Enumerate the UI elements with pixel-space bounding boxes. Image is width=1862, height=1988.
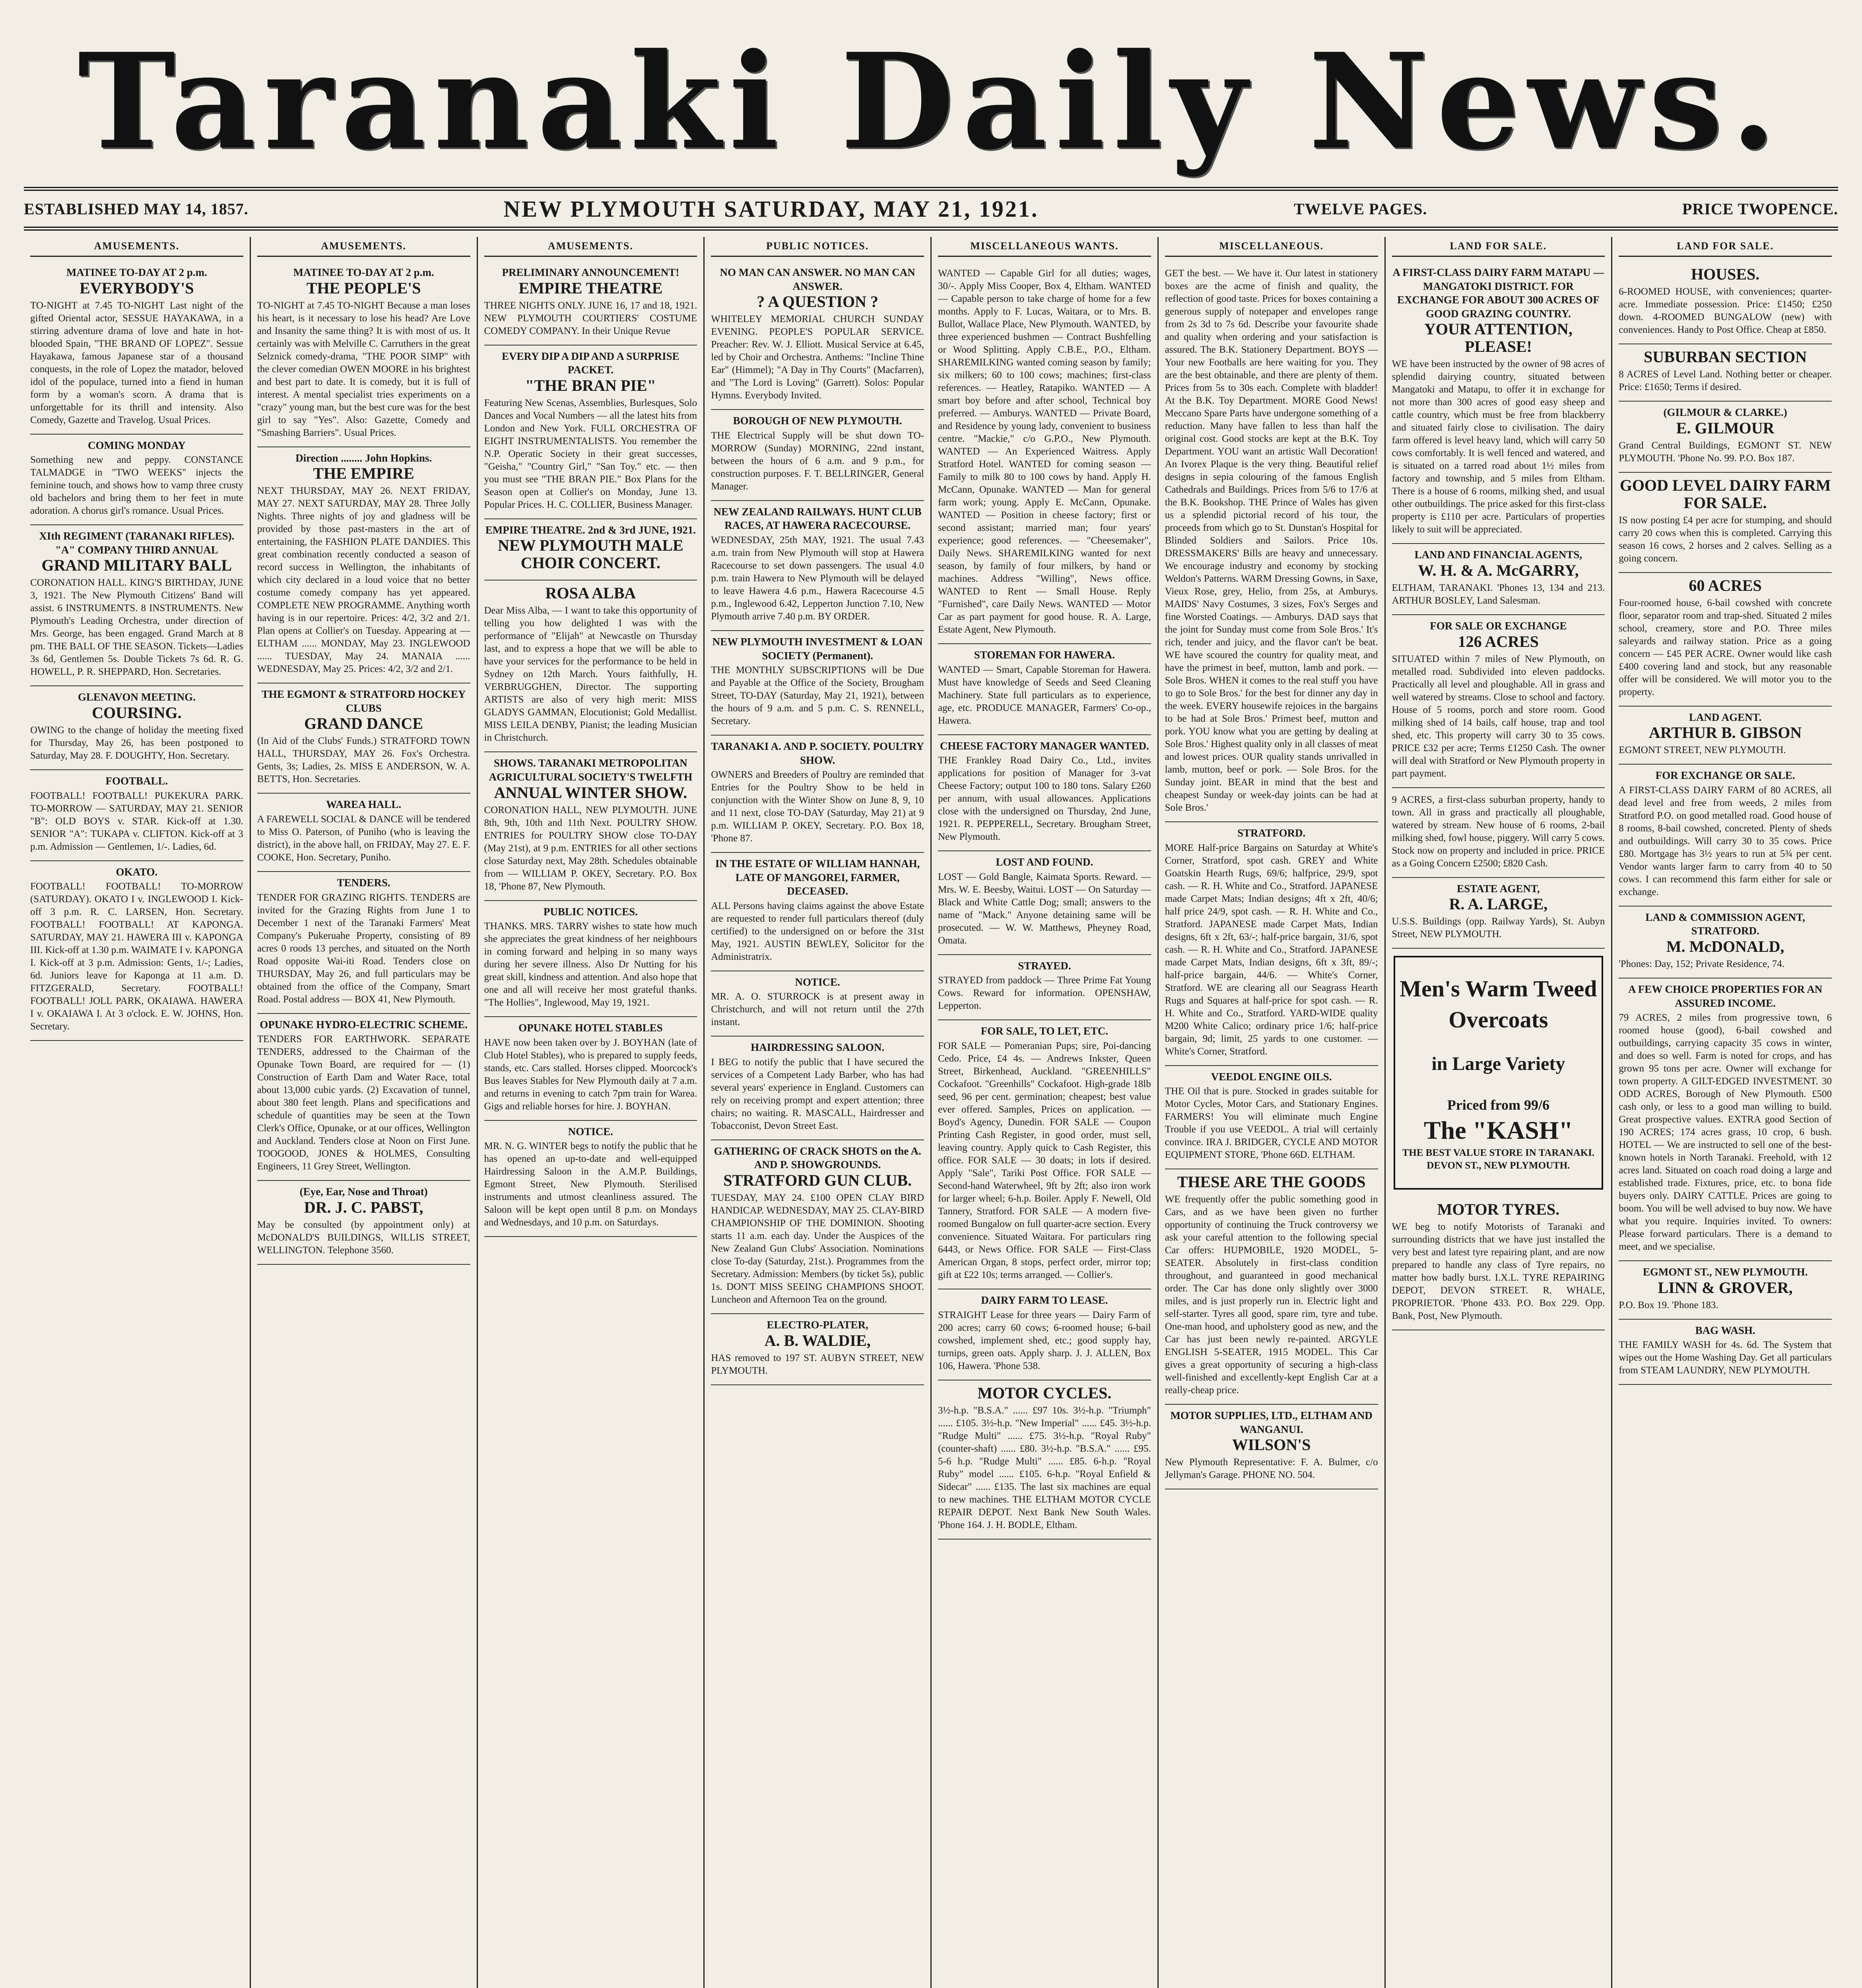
ad-body: ALL Persons having claims against the above Estate are requested to render full particulars thereof (duly certified) to the undersigned on or before the 31st May, 1921. AUSTIN BEWLEY, Solicitor for the Administratrix. xyxy=(711,900,924,962)
ad-body: MR. A. O. STURROCK is at present away in Christchurch, and will not return until the 27th instant. xyxy=(711,991,924,1028)
ad-body: TO-NIGHT at 7.45 TO-NIGHT Because a man loses his heart, is it necessary to lose his head? Are Love and Insanity the same thing? It is with most of us. It certainly was with Melville C. Carruthers in the great Selznick comedy-drama, "THE POOR SIMP" with the clever comedian OWEN MOORE in his brightest and best part to date. It is comedy, but it is full of interest. A mental specialist tries experiments on a "crazy" young man, but the best cure was for the best girl to say "Yes". Also: Gazette, Comedy and "Smashing Barriers". Usual Prices. xyxy=(257,300,470,438)
advertisement xyxy=(1392,878,1605,949)
ad-body: (In Aid of the Clubs' Funds.) STRATFORD TOWN HALL, THURSDAY, MAY 26. Fox's Orchestra. Gents, 3s; Ladies, 2s. MISS E ANDERSON, W. A. BETTS, Hon. Secretaries. xyxy=(257,736,470,785)
ad-subheading: GLENAVON MEETING. xyxy=(78,691,196,703)
ad-subheading: TENDERS. xyxy=(337,877,390,889)
ad-subheading: FOOTBALL. xyxy=(105,775,168,787)
ad-subheading: DAIRY FARM TO LEASE. xyxy=(981,1294,1108,1306)
advertisement xyxy=(1392,544,1605,615)
ad-subheading: EVERY DIP A DIP AND A SURPRISE PACKET. xyxy=(502,350,680,376)
ad-heading: THE EMPIRE xyxy=(313,464,414,483)
ad-heading: EMPIRE THEATRE xyxy=(518,279,663,297)
ad-body: GET the best. — We have it. Our latest in stationery boxes are the acme of finish and quality, the reflection of good taste. Prices for boxes containing a generous supply of notepaper and envelopes range from 2s 3d to 7s 6d. Describe your favourite shade and quality when ordering and your satisfaction is assured. The B.K. Stationery Department. BOYS — Your new Footballs are here waiting for you. They are the best obtainable, and there are plenty of them. Prices from 5s to 30s each. Complete with bladder! At the B.K. Toy Department. MORE Good News! Meccano Spare Parts have undergone something of a reduction. Many have fallen to less than half the original cost. Good stocks are kept at the B.K. Toy Department. YOU want an artistic Wall Decoration! An Ivorex Plaque is the very thing. Beautiful relief designs in sepia colouring of the famous English Cathedrals and Buildings. Prices from 5/6 to 17/6 at the B.K. Bookshop. THE Prince of Wales has given us a splendid pictorial record of his tour, the proceeds from which go to St. Dunstan's Hospital for Blinded Soldiers and Sailors. Price 10s. DRESSMAKERS' Bills are heavy and unnecessary. We encourage industry and economy by stocking Weldon's Patterns. WARM Dressing Gowns, in Saxe, Vieux Rose, grey, Helio, from 25s, at Amburys. MAIDS' Navy Costumes, 3 sizes, Fox's Serges and fine Worsted Coatings. — Amburys. DAD says that the joint for Sunday must come from Sole Bros.' It's rich, tender and juicy, and the flavor can't be beat. WE have scoured the country for quality meat, and have the primest in beef, mutton, lamb and pork. — Sole Bros. WHEN it comes to the real stuff you have to go to Sole Bros.' for the best for dinner any day in the week. EVERY housewife rejoices in the bargains to be had at Sole Bros.' Primest beef, mutton and pork. YOU know what you are getting by dealing at Sole Bros.' Highest quality only in all classes of meat and lowest prices. OUR quality stands unrivalled in lamb, mutton, beef or pork. — Sole Bros. for the Sunday joint. BEAR in mind that the best and cheapest Sunday or week-day joints can be had at Sole Bros.' xyxy=(1165,268,1378,813)
ad-subheading: (GILMOUR & CLARKE.) xyxy=(1663,406,1787,419)
ad-body: Dear Miss Alba, — I want to take this opportunity of telling you how delighted I was with the performance of "Elijah" at Newcastle on Thursday last, and to express a hope that we will be able to have your services for the performance to be held in Sydney on 12th March. Yours faithfully, H. VERBRUGGHEN, Director. The supporting ARTISTS are also of very high merit: MISS GLADYS GAMMAN, Elocutionist; Gold Medallist. MISS LEILA DENBY, Pianist; the leading Musician in Christchurch. xyxy=(484,605,697,744)
ad-body: WE frequently offer the public something good in Cars, and as we have been given no further opportunity of continuing the Truck controversy we ask your careful attention to the following special Car offers: HUPMOBILE, 1920 MODEL, 5-SEATER. Absolutely in first-class condition throughout, and guaranteed in good mechanical order. The Car has done only slightly over 3000 miles, and is just properly run in. Electric light and self-starter. Tyres all good, spare rim, tyre and tube. One-man hood, and upholstery good as new, and the Car has just been newly re-painted. ARGYLE ENGLISH 5-SEATER, 1915 MODEL. This Car gives a great opportunity of securing a high-class well-finished and excellently-kept English Car at a really-cheap price. xyxy=(1165,1194,1378,1396)
advertisement xyxy=(1165,1405,1378,1489)
ad-subheading: OPUNAKE HYDRO-ELECTRIC SCHEME. xyxy=(260,1018,468,1031)
ad-heading: COURSING. xyxy=(92,704,182,722)
ad-subheading: PRELIMINARY ANNOUNCEMENT! xyxy=(502,266,680,279)
ad-body: Something new and peppy. CONSTANCE TALMADGE in "TWO WEEKS" injects the feminine touch, and shows how to vamp three crusty old bachelors and bring them to her feet in mute adoration. A chorus girl's romance. Usual Prices. xyxy=(30,454,243,516)
ad-body: NEXT THURSDAY, MAY 26. NEXT FRIDAY, MAY 27. NEXT SATURDAY, MAY 28. Three Jolly Nights. Three nights of joy and gladness will be provided by those past-masters in the art of entertaining, the FASHION PLATE DANDIES. This great combination recently conducted a season of record success in Wellington, the inhabitants of which city declared in a loud voice that no better costume comedy company has yet appeared. COMPLETE NEW PROGRAMME. Anything worth having is in our repertoire. Prices: 4/2, 3/2 and 2/1. Plan opens at Collier's on Tuesday. Appearing at — ELTHAM ...... MONDAY, May 23. INGLEWOOD ...... TUESDAY, May 24. MANAIA ...... WEDNESDAY, May 25. Prices: 4/2, 3/2 and 2/1. xyxy=(257,485,470,675)
ad-body: TUESDAY, MAY 24. £100 OPEN CLAY BIRD HANDICAP. WEDNESDAY, MAY 25. CLAY-BIRD CHAMPIONSHIP OF THE DOMINION. Shooting starts 11 a.m. each day. Under the Auspices of the New Zealand Gun Clubs' Association. Nominations close To-day (Saturday, 21st.). Programmes from the Secretary. Admission: Members (by ticket 5s), public 1s. DON'T MISS SEEING CHAMPIONS SHOOT. Luncheon and Afternoon Tea on the ground. xyxy=(711,1192,924,1305)
advertisement xyxy=(711,1314,924,1385)
ad-body: WEDNESDAY, 25th MAY, 1921. The usual 7.43 a.m. train from New Plymouth will stop at Hawera Racecourse to set down passengers. The usual 4.0 p.m. train Hawera to New Plymouth will be delayed to leave Hawera 4.6 p.m., Hawera Racecourse 4.5 p.m., Inglewood 6.42, Lepperton Junction 7.10, New Plymouth arrive 7.40 p.m. BY ORDER. xyxy=(711,535,924,622)
advertisement xyxy=(257,683,470,794)
advertisement xyxy=(711,1037,924,1140)
advertisement xyxy=(1165,1066,1378,1170)
ad-heading: R. A. LARGE, xyxy=(1449,895,1548,913)
ad-body: FOOTBALL! FOOTBALL! PUKEKURA PARK. TO-MORROW — SATURDAY, MAY 21. SENIOR "B": OLD BOYS v. STAR. Kick-off at 1.30. SENIOR "A": TUKAPA v. CLIFTON. Kick-off at 3 p.m. Admission — Gentlemen, 1/-. Ladies, 6d. xyxy=(30,790,243,852)
ad-body: P.O. Box 19. 'Phone 183. xyxy=(1619,1299,1718,1310)
advertisement xyxy=(1392,1197,1605,1330)
ad-subheading: STRAYED. xyxy=(1018,959,1071,972)
advertisement xyxy=(257,1014,470,1181)
ad-heading: MOTOR CYCLES. xyxy=(977,1384,1112,1402)
advertisement xyxy=(938,1380,1151,1540)
masthead xyxy=(24,16,1838,187)
ad-subheading: PUBLIC NOTICES. xyxy=(543,905,638,918)
ad-subheading: COMING MONDAY xyxy=(88,439,186,451)
advertisement xyxy=(1619,573,1832,707)
page-count: TWELVE PAGES. xyxy=(1294,200,1427,218)
ad-subheading: Direction ........ John Hopkins. xyxy=(295,452,432,464)
advertisement xyxy=(257,447,470,684)
ad-body: STRAYED from paddock — Three Prime Fat Young Cows. Reward for information. OPENSHAW, Lepperton. xyxy=(938,975,1151,1011)
ad-heading: ARTHUR B. GIBSON xyxy=(1649,724,1802,742)
advertisement xyxy=(1165,1169,1378,1405)
ad-heading: THE PEOPLE'S xyxy=(306,279,421,297)
ad-body: THANKS. MRS. TARRY wishes to state how much she appreciates the great kindness of her neighbours in coming forward and helping in so many ways during her severe illness. Also Dr Nutting for his great skill, kindness and attention. And also hope that one and all will receive her most grateful thanks. "The Hollies", Inglewood, May 19, 1921. xyxy=(484,921,697,1008)
ad-body: Featuring New Scenas, Assemblies, Burlesques, Solo Dances and Vocal Numbers — all the latest hits from London and New York. FULL ORCHESTRA OF EIGHT INSTRUMENTALISTS. You remember the N.P. Operatic Society in their great successes, "Geisha," "Country Girl," "San Toy." etc. — then you must see "THE BRAN PIE." Box Plans for the Season open at Collier's on Monday, June 13. Popular Prices. H. C. COLLIER, Business Manager. xyxy=(484,397,697,510)
ad-body: 79 ACRES, 2 miles from progressive town, 6 roomed house (good), 6-bail cowshed and outbuildings, carrying capacity 35 cows in winter, and does so well. Farm is noted for crops, and has grown 95 tons per acre. Owner will exchange for town property. A GILT-EDGED INVESTMENT. 30 ODD ACRES, Borough of New Plymouth. £500 cash only, or less to a good man willing to build. Great prospective values. EXTRA good Section of 190 ACRES; 174 acres grass, 10 crop, 6 bush. HOTEL — We are instructed to sell one of the best-known hotels in North Taranaki. Freehold, with 12 acres land. Situated on coach road doing a large and established trade. Fixtures, price, etc. to bona fide buyers only. DAIRY CATTLE. Prices are going to boom. You will be well advised to buy now. We have what you require. Inquiries invited. To owners: Please forward particulars. There is a demand to meet, and we specialise. xyxy=(1619,1012,1832,1252)
advertisement xyxy=(1619,978,1832,1261)
ad-body: HAS removed to 197 ST. AUBYN STREET, NEW PLYMOUTH. xyxy=(711,1352,924,1376)
ad-subheading: FOR SALE, TO LET, ETC. xyxy=(981,1025,1109,1037)
ad-body: 6-ROOMED HOUSE, with conveniences; quarter-acre. Immediate possession. Price: £1450; £250 down. 4-ROOMED BUNGALOW (new) with conveniences. Handy to Post Office. Cheap at £850. xyxy=(1619,286,1832,336)
ad-body: Four-roomed house, 6-bail cowshed with concrete floor, separator room and trap-shed. Situated 2 miles school, creamery, store and P.O. Three miles saleyards and railway station. Price as a going concern — £45 PER ACRE. Owner would like cash £400 covering land and stock, but any reasonable offer will be considered. We will motor you to the property. xyxy=(1619,597,1832,697)
ad-body: May be consulted (by appointment only) at McDONALD'S BUILDINGS, WILLIS STREET, WELLINGTON. Telephone 3560. xyxy=(257,1219,470,1256)
ad-subheading: ESTATE AGENT, xyxy=(1457,882,1540,895)
advertisement xyxy=(484,346,697,519)
advertisement xyxy=(1619,907,1832,978)
advertisement xyxy=(711,262,924,410)
ad-subheading: MOTOR SUPPLIES, LTD., ELTHAM AND WANGANUI. xyxy=(1170,1409,1373,1435)
ad-subheading: BAG WASH. xyxy=(1695,1324,1755,1336)
feature-line-price: Priced from 99/6 xyxy=(1447,1097,1549,1113)
ad-heading: STRATFORD GUN CLUB. xyxy=(723,1171,912,1190)
advertisement xyxy=(711,853,924,971)
ad-heading: YOUR ATTENTION, PLEASE! xyxy=(1424,320,1573,356)
advertisement xyxy=(30,861,243,1041)
ad-heading: EVERYBODY'S xyxy=(80,279,194,297)
ad-subheading: BOROUGH OF NEW PLYMOUTH. xyxy=(733,415,902,427)
ad-heading: HOUSES. xyxy=(1691,265,1760,283)
ad-subheading: FOR EXCHANGE OR SALE. xyxy=(1655,769,1795,782)
column-header: AMUSEMENTS. xyxy=(257,237,470,257)
ad-heading: W. H. & A. McGARRY, xyxy=(1418,561,1579,579)
ad-body: TENDER FOR GRAZING RIGHTS. TENDERS are invited for the Grazing Rights from June 1 to December 1 next of the Taranaki Farmers' Meat Company's Pukeruahe Property, consisting of 89 acres 0 roods 13 perches, and situated on the North Road opposite Wai-iti Road. Tenders close on THURSDAY, May 26, and full particulars may be obtained from the office of the Company, Smart Road. Postal address — BOX 41, New Plymouth. xyxy=(257,892,470,1005)
ad-subheading: STRATFORD. xyxy=(1237,827,1306,839)
advertisement xyxy=(484,1121,697,1237)
ad-heading: LINN & GROVER, xyxy=(1658,1278,1793,1297)
ad-subheading: LAND AGENT. xyxy=(1689,711,1762,723)
ad-heading: M. McDONALD, xyxy=(1666,938,1784,955)
dateline-bar xyxy=(24,187,1838,231)
ad-heading: ANNUAL WINTER SHOW. xyxy=(494,783,687,802)
advertisement xyxy=(711,1140,924,1314)
ad-subheading: VEEDOL ENGINE OILS. xyxy=(1211,1070,1332,1083)
advertisement xyxy=(1165,262,1378,822)
advertisement xyxy=(484,752,697,901)
ad-subheading: HAIRDRESSING SALOON. xyxy=(751,1041,885,1054)
ad-subheading: SHOWS. TARANAKI METROPOLITAN AGRICULTURAL SOCIETY'S TWELFTH xyxy=(489,757,693,783)
ad-body: WANTED — Capable Girl for all duties; wages, 30/-. Apply Miss Cooper, Box 4, Eltham. WANTED — Capable person to take charge of home for a few months. Apply to F. Lucas, Waitara, or to Mrs. B. Bullot, Wallace Place, New Plymouth. WANTED, by three experienced bushmen — Contract Bushfelling or Wood Splitting. Apply C.B.E., P.O., Eltham. SHAREMILKING wanted coming season by family; six milkers; 60 to 100 cows; machines; first-class references. — Heatley, Ratapiko. WANTED — A smart boy before and after school, Technical boy preferred. — Amburys. WANTED — Private Board, and Residence by young lady, convenient to business centre. "Mackie," c/o G.P.O., New Plymouth. WANTED — An Experienced Waitress. Apply Stratford Hotel. WANTED for coming season — Family to milk 80 to 100 cows by hand. Apply H. McCann, Opunake. WANTED — Man for general farm work; young. Apply E. McCann, Opunake. WANTED — Position in cheese factory; first or second assistant; married man; four years' experience; good references. — "Cheesemaker", Daily News. SHAREMILKING wanted for next season, by family of four milkers, by hand or machines. Address "Willing", News office. WANTED to Rent — Small House. Reply "Furnished", care Daily News. WANTED — Motor Car as part payment for good house. R. A. Large, Estate Agent, New Plymouth. xyxy=(938,268,1151,635)
ad-body: HAVE now been taken over by J. BOYHAN (late of Club Hotel Stables), who is prepared to supply feeds, stands, etc. Cars stalled. Horses clipped. Moorcock's Bus leaves Stables for New Plymouth daily at 7 a.m. and returns in evening to catch 7pm train for Warea. Gigs and reliable horses for hire. J. BOYHAN. xyxy=(484,1037,697,1112)
ad-subheading: NEW PLYMOUTH INVESTMENT & LOAN SOCIETY (Permanent). xyxy=(712,636,923,662)
advertisement xyxy=(938,851,1151,955)
advertisement xyxy=(30,435,243,526)
newspaper-title: Taranaki Daily News. xyxy=(78,24,1784,179)
ad-body: OWNERS and Breeders of Poultry are reminded that Entries for the Poultry Show to be held in conjunction with the Winter Show on June 8, 9, 10 and 11 next, close TO-DAY (Saturday, May 21) at 9 p.m. WILLIAM P. OKEY, Secretary. P.O. Box 18, 'Phone 87. xyxy=(711,769,924,844)
ad-subheading: A FEW CHOICE PROPERTIES FOR AN ASSURED INCOME. xyxy=(1628,983,1823,1009)
ad-subheading: EGMONT ST., NEW PLYMOUTH. xyxy=(1643,1266,1808,1278)
advertisement xyxy=(711,631,924,736)
advertisement xyxy=(938,644,1151,735)
advertisement xyxy=(257,794,470,872)
ad-body: CORONATION HALL, NEW PLYMOUTH. JUNE 8th, 9th, 10th and 11th Next. POULTRY SHOW. ENTRIES for POULTRY SHOW close TO-DAY (May 21st), at 9 p.m. ENTRIES for all other sections close Saturday next, May 28th. Schedules obtainable from — WILLIAM P. OKEY, Secretary. P.O. Box 18, 'Phone 87, New Plymouth. xyxy=(484,804,697,892)
ad-body: 9 ACRES, a first-class suburban property, handy to town. All in grass and practically all ploughable, watered by stream. New house of 6 rooms, 2-bail milking shed, fowl house, piggery. Will carry 5 cows. Stock now on property and included in price. PRICE as a Going Concern £2500; £820 Cash. xyxy=(1392,794,1605,869)
ad-heading: ? A QUESTION ? xyxy=(757,293,878,311)
column-2 xyxy=(251,237,478,1988)
ad-subheading: LOST AND FOUND. xyxy=(996,856,1093,868)
ad-body: Grand Central Buildings, EGMONT ST. NEW PLYMOUTH. 'Phone No. 99. P.O. Box 187. xyxy=(1619,440,1832,464)
advertisement xyxy=(938,735,1151,852)
advertisement xyxy=(1619,707,1832,765)
ad-body: TO-NIGHT at 7.45 TO-NIGHT Last night of the gifted Oriental actor, SESSUE HAYAKAWA, in a stirring adventure drama of love and hate in hot-blooded Spain, "THE BRAND OF LOPEZ". Sessue Hayakawa, famous Japanese star of a thousand conquests, in the role of Lopez the matador, beloved idol of the populace, turned into a fiend in human form by a woman's scorn. A drama that is unforgettable for its thrill and intensity. Also Comedy, Gazette and Travelog. Usual Prices. xyxy=(30,300,243,425)
feature-line-headline: Men's Warm Tweed Overcoats xyxy=(1400,976,1597,1033)
ad-body: A FAREWELL SOCIAL & DANCE will be tendered to Miss O. Paterson, of Puniho (who is leaving the district), in the above hall, on FRIDAY, May 27. E. F. COOKE, Hon. Secretary, Puniho. xyxy=(257,814,470,863)
ad-body: EGMONT STREET, NEW PLYMOUTH. xyxy=(1619,745,1786,756)
ad-subheading: THE EGMONT & STRATFORD HOCKEY CLUBS xyxy=(261,688,466,714)
ad-heading: WILSON'S xyxy=(1232,1436,1311,1454)
ad-subheading: WAREA HALL. xyxy=(326,798,402,811)
ad-body: 'Phones: Day, 152; Private Residence, 74. xyxy=(1619,959,1784,969)
ad-body: STRAIGHT Lease for three years — Dairy Farm of 200 acres; carry 60 cows; 6-roomed house; 6-bail cowshed, implement shed, etc.; good supply hay, turnips, green oats. Apply sharp. J. J. ALLEN, Box 106, Hawera. 'Phone 538. xyxy=(938,1309,1151,1371)
ad-body: THE Oil that is pure. Stocked in grades suitable for Motor Cycles, Motor Cars, and Stationary Engines. FARMERS! You will eliminate much Engine Trouble if you use VEEDOL. A trial will certainly convince. IRA J. BRIDGER, CYCLE AND MOTOR EQUIPMENT STORE, 'Phone 66D. ELTHAM. xyxy=(1165,1086,1378,1161)
ad-body: ELTHAM, TARANAKI. 'Phones 13, 134 and 213. ARTHUR BOSLEY, Land Salesman. xyxy=(1392,582,1605,606)
advertisement xyxy=(1619,1261,1832,1320)
advertisement xyxy=(257,872,470,1014)
ad-body: FOR SALE — Pomeranian Pups; sire, Poi-dancing Cedo. Price, £4 4s. — Andrews Inkster, Queen Street, Birkenhead, Auckland. "GREENHILLS" Cockafoot. "Greenhills" Cockafoot. High-grade 18lb seed, 96 per cent. germination; cheapest; best value ever offered. Samples, Prices on application. — Boyd's Agency, Dunedin. FOR SALE — Coupon Printing Cash Register, in good order, must sell, leaving country. Apply quick to Cash Register, this office. FOR SALE — 30 doats; in lots if desired. Apply "Sale", Tariki Post Office. FOR SALE — Second-hand Waterwheel, 9ft by 2ft; also iron work for larger wheel; 6-h.p. Boiler. Apply F. Newell, Old Tannery, Stratford. FOR SALE — A modern five-roomed Bungalow on full quarter-acre section. Every convenience. Situated Waitara. For particulars ring 6443, or News Office. FOR SALE — First-Class American Organ, 8 stops, perfect order, mirror top; gift at £22 10s; terms arranged. — Collier's. xyxy=(938,1041,1151,1280)
advertisement xyxy=(711,971,924,1037)
ad-heading: A. B. WALDIE, xyxy=(764,1331,871,1349)
ad-subheading: OPUNAKE HOTEL STABLES xyxy=(518,1022,663,1034)
advertisement xyxy=(1619,765,1832,907)
ad-body: MORE Half-price Bargains on Saturday at White's Corner, Stratford, spot cash. GREY and White Goatskin Hearth Rugs, 69/6; halfprice, 29/9, spot cash. — R. H. White and Co., Stratford. JAPANESE made Carpet Mats; Indian designs; 4ft x 2ft, 40/6; half price 24/9, spot cash. — R. H. White and Co., Stratford. JAPANESE made Carpet Mats, Indian designs, 6ft x 2ft, 63/-; half-price bargain, 31/6, spot cash. — R. H. White and Co., Stratford. JAPANESE made Carpet Mats, Indian designs, 6ft x 3ft, 89/-; half-price bargain, 44/6. — White's Corner, Stratford. WE are clearing all our Seagrass Hearth Rugs and Squares at half-price for spot cash. — R. H. White and Co., Stratford. YARD-WIDE quality M200 White Calico; ordinary price 1/6; half-price bargain, 9d; limit, 25 yards to one customer. — White's Corner, Stratford. xyxy=(1165,842,1378,1057)
ad-body: 8 ACRES of Level Land. Nothing better or cheaper. Price: £1650; Terms if desired. xyxy=(1619,369,1832,393)
ad-subheading: NOTICE. xyxy=(795,976,840,988)
advertisement xyxy=(1392,788,1605,878)
ad-body: WE beg to notify Motorists of Taranaki and surrounding districts that we have just installed the very best and latest tyre repairing plant, and are now prepared to handle any class of Tyre repairs, no matter how badly burst. I.X.L. TYRE REPAIRING DEPOT, DEVON STREET. R. WHALE, PROPRIETOR. 'Phone 433. P.O. Box 229. Opp. Bank, Post, New Plymouth. xyxy=(1392,1221,1605,1322)
column-5 xyxy=(932,237,1159,1988)
ad-subheading: NOTICE. xyxy=(568,1125,614,1138)
advertisement xyxy=(484,580,697,752)
feature-line-address: DEVON ST., NEW PLYMOUTH. xyxy=(1427,1160,1570,1171)
ad-heading: SUBURBAN SECTION xyxy=(1644,348,1807,366)
price: PRICE TWOPENCE. xyxy=(1682,200,1838,218)
advertisement xyxy=(257,262,470,447)
ad-heading: "THE BRAN PIE" xyxy=(525,376,656,394)
ad-heading: MOTOR TYRES. xyxy=(1437,1200,1560,1219)
column-8 xyxy=(1612,237,1838,1988)
ad-subheading: A FIRST-CLASS DAIRY FARM MATAPU — MANGATOKI DISTRICT. FOR EXCHANGE FOR ABOUT 300 ACRES OF GOOD GRAZING COUNTRY. xyxy=(1392,266,1604,320)
established-note: ESTABLISHED MAY 14, 1857. xyxy=(24,200,249,218)
columns-container xyxy=(24,237,1838,1988)
feature-line-variety: in Large Variety xyxy=(1431,1053,1565,1074)
column-header: AMUSEMENTS. xyxy=(484,237,697,257)
ad-subheading: MATINEE TO-DAY AT 2 p.m. xyxy=(66,266,207,279)
advertisement xyxy=(938,262,1151,644)
ad-subheading: IN THE ESTATE OF WILLIAM HANNAH, LATE OF MANGOREI, FARMER, DECEASED. xyxy=(715,858,920,897)
column-header: MISCELLANEOUS WANTS. xyxy=(938,237,1151,257)
advertisement xyxy=(30,262,243,435)
ad-body: A FIRST-CLASS DAIRY FARM of 80 ACRES, all dead level and free from weeds, 2 miles from Stratford P.O. on good metalled road. Good house of 8 rooms, 8-bail cowshed, concreted. Plenty of sheds and outbuildings. Will carry 30 to 35 cows. Price £80. Mortgage has 3½ years to run at 5¾ per cent. Vendor wants larger farm to carry from 40 to 50 cows. I can recommend this farm either for sale or exchange. xyxy=(1619,784,1832,897)
ad-body: New Plymouth Representative: F. A. Bulmer, c/o Jellyman's Garage. PHONE NO. 504. xyxy=(1165,1457,1378,1481)
ad-heading: 60 ACRES xyxy=(1689,576,1762,594)
advertisement xyxy=(1619,344,1832,402)
column-4 xyxy=(705,237,932,1988)
ad-body: MR. N. G. WINTER begs to notify the public that he has opened an up-to-date and well-equipped Hairdressing Saloon in the A.M.P. Buildings, Egmont Street, New Plymouth. Sterilised instruments and utmost cleanliness assured. The Saloon will be kept open until 8 p.m. on Mondays and Wednesdays, and 10 p.m. on Saturdays. xyxy=(484,1141,697,1228)
ad-subheading: LAND & COMMISSION AGENT, STRATFORD. xyxy=(1645,911,1805,937)
ad-subheading: OKATO. xyxy=(116,866,158,878)
ad-heading: THESE ARE THE GOODS xyxy=(1177,1173,1366,1191)
ad-body: LOST — Gold Bangle, Kaimata Sports. Reward. — Mrs. W. E. Beesby, Waitui. LOST — On Saturday — Black and White Cattle Dog; small; answers to the name of "Mack." Anyone detaining same will be prosecuted. — W. W. Matthews, Pheyney Road, Omata. xyxy=(938,871,1151,946)
advertisement xyxy=(1619,402,1832,473)
ad-subheading: XIth REGIMENT (TARANAKI RIFLES). "A" COMPANY THIRD ANNUAL xyxy=(39,530,235,556)
advertisement xyxy=(711,410,924,501)
ad-subheading: ELECTRO-PLATER, xyxy=(767,1319,868,1331)
ad-body: TENDERS FOR EARTHWORK. SEPARATE TENDERS, addressed to the Chairman of the Opunake Town Board, are required for — (1) Construction of Earth Dam and Water Race, total about 13,000 cubic yards. (2) Excavation of tunnel, about 380 feet length. Plans and specifications and schedule of quantities may be seen at the Town Clerk's Office, Opunake, or at our offices, Wellington and Auckland. Tenders close at Noon on First June. TOOGOOD, JONES & HOLMES, Consulting Engineers, 11 Grey Street, Wellington. xyxy=(257,1034,470,1172)
ad-body: CORONATION HALL. KING'S BIRTHDAY, JUNE 3, 1921. The New Plymouth Citizens' Band will assist. 6 INSTRUMENTS. 8 INSTRUMENTS. New Plymouth's Leading Orchestra, under direction of Mrs. George, has been engaged. Grand March at 8 pm. THE BALL OF THE SEASON. Tickets—Ladies 3s 6d, Gentlemen 5s. Double Tickets 7s 6d. R. G. HOWELL, P. R. SHEPPARD, Hon. Secretaries. xyxy=(30,577,243,678)
advertisement xyxy=(1619,1320,1832,1385)
ad-subheading: NO MAN CAN ANSWER. NO MAN CAN ANSWER. xyxy=(720,266,915,292)
ad-body: OWING to the change of holiday the meeting fixed for Thursday, May 26, has been postponed to Saturday, May 28. F. DOUGHTY, Hon. Secretary. xyxy=(30,725,243,761)
ad-heading: DR. J. C. PABST, xyxy=(304,1198,423,1216)
advertisement xyxy=(1619,262,1832,344)
advertisement xyxy=(1392,262,1605,544)
ad-subheading: GATHERING OF CRACK SHOTS on the A. AND P. SHOWGROUNDS. xyxy=(714,1145,921,1171)
column-1 xyxy=(24,237,251,1988)
ad-subheading: MATINEE TO-DAY AT 2 p.m. xyxy=(293,266,434,279)
ad-subheading: NEW ZEALAND RAILWAYS. HUNT CLUB RACES, AT HAWERA RACECOURSE. xyxy=(713,505,922,532)
advertisement xyxy=(1165,822,1378,1066)
ad-heading: GRAND DANCE xyxy=(304,714,423,733)
ad-body: 3½-h.p. "B.S.A." ...... £97 10s. 3½-h.p. "Triumph" ...... £105. 3½-h.p. "New Imperial" ...... £45. 3½-h.p. "Rudge Multi" ...... £75. 3½-h.p. "Royal Ruby" (counter-shaft) ...... £80. 3½-h.p. "B.S.A." ...... £95. 5-6 h.p. "Rudge Multi" ...... £85. 6-h.p. "Royal Ruby" model ...... £105. 6-h.p. "Royal Enfield & Sidecar" ...... £135. The last six machines are equal to new machines. THE ELTHAM MOTOR CYCLE REPAIR DEPOT. Next Bank New South Wales. 'Phone 164. J. H. BODLE, Eltham. xyxy=(938,1405,1151,1530)
advertisement xyxy=(30,770,243,861)
ad-body: FOOTBALL! FOOTBALL! TO-MORROW (SATURDAY). OKATO I v. INGLEWOOD I. Kick-off 3 p.m. R. C. LARSEN, Hon. Secretary. FOOTBALL! FOOTBALL! AT KAPONGA. SATURDAY, MAY 21. HAWERA III v. KAPONGA III. Kick-off at 1.30 p.m. WAIMATE I v. KAPONGA I. Kick-off at 3 p.m. Admission: Gents, 1/-; Ladies, 6d. Juniors leave for Kaponga at 11 a.m. D. FITZGERALD, Secretary. FOOTBALL! FOOTBALL! JOLL PARK, OKAIAWA. HAWERA I v. OKAIAWA I. At 3 o'clock. E. W. JOHNS, Hon. Secretary. xyxy=(30,881,243,1032)
ad-heading: NEW PLYMOUTH MALE CHOIR CONCERT. xyxy=(498,536,683,572)
advertisement xyxy=(484,519,697,581)
ad-body: I BEG to notify the public that I have secured the services of a Competent Lady Barber, who has had several years' experience in England. Customers can rely on receiving prompt and expert attention; three chairs; no waiting. R. MASCALL, Hairdresser and Tobacconist, Devon Street East. xyxy=(711,1056,924,1131)
advertisement xyxy=(1619,473,1832,573)
ad-subheading: STOREMAN FOR HAWERA. xyxy=(974,649,1115,661)
ad-body: WHITELEY MEMORIAL CHURCH SUNDAY EVENING. PEOPLE'S POPULAR SERVICE. Preacher: Rev. W. J. Elliott. Musical Service at 6.45, led by Choir and Orchestra. Anthems: "Incline Thine Ear" (Himmel); "A Day in Thy Courts" (Macfarren), and "The Lord is Loving" (Garrett). Solos: Popular Hymns. Everybody Invited. xyxy=(711,314,924,401)
overcoats-feature-ad xyxy=(1394,956,1604,1190)
advertisement xyxy=(1392,615,1605,788)
ad-body: WANTED — Smart, Capable Storeman for Hawera. Must have knowledge of Seeds and Seed Cleaning Machinery. State full particulars as to experience, age, etc. PRODUCE MANAGER, Farmers' Co-op., Hawera. xyxy=(938,664,1151,726)
advertisement xyxy=(484,262,697,346)
ad-body: THE Frankley Road Dairy Co., Ltd., invites applications for position of Manager for 3-vat Cheese Factory; output 100 to 180 tons. Salary £260 per annum, with usual allowances. Applications close with the undersigned on Thursday, 2nd June, 1921. R. PEPPERELL, Secretary. Brougham Street, New Plymouth. xyxy=(938,755,1151,843)
ad-body: THE FAMILY WASH for 4s. 6d. The System that wipes out the Home Washing Day. Get all particulars from STEAM LAUNDRY, NEW PLYMOUTH. xyxy=(1619,1340,1832,1376)
ad-subheading: CHEESE FACTORY MANAGER WANTED. xyxy=(940,740,1149,752)
ad-body: WE have been instructed by the owner of 98 acres of splendid dairying country, situated between Mangatoki and Matapu, to offer it in exchange for not more than 300 acres of good easy sheep and cattle country, which must be free from blackberry and situated fairly close to civilisation. The dairy farm offered is level heavy land, which will carry 50 cows comfortably. It is well fenced and watered, and is situated on a tarred road about 1½ miles from factory and township, and 5 miles from Eltham. There is a house of 6 rooms, milking shed, and usual other outbuildings. The price asked for this first-class property is £110 per acre. Particulars of properties likely to suit will be appreciated. xyxy=(1392,359,1605,535)
ad-heading: GRAND MILITARY BALL xyxy=(41,556,232,575)
ad-subheading: EMPIRE THEATRE. 2nd & 3rd JUNE, 1921. xyxy=(485,524,696,536)
advertisement xyxy=(484,1017,697,1121)
ad-body: THE Electrical Supply will be shut down TO-MORROW (Sunday) MORNING, 22nd instant, between the hours of 6 a.m. and 9 p.m., for construction purposes. F. T. BELLRINGER, General Manager. xyxy=(711,430,924,492)
column-header: MISCELLANEOUS. xyxy=(1165,237,1378,257)
ad-heading: E. GILMOUR xyxy=(1676,419,1775,437)
ad-heading: 126 ACRES xyxy=(1458,632,1539,650)
ad-body: THE MONTHLY SUBSCRIPTIONS will be Due and Payable at the Office of the Society, Brougham Street, TO-DAY (Saturday, May 21, 1921), between the hours of 9 a.m. and 5 p.m. C. S. RENNELL, Secretary. xyxy=(711,665,924,727)
ad-body: SITUATED within 7 miles of New Plymouth, on metalled road. Subdivided into eleven paddocks. Practically all level and ploughable. All in grass and well watered by streams. Close to school and factory. House of 5 rooms, porch and store room. Good milking shed of 14 bails, calf house, trap and tool shed, etc. This property will carry 30 to 35 cows. PRICE £32 per acre; Terms £1250 Cash. The owner will deal with Stratford or New Plymouth property in part payment. xyxy=(1392,653,1605,779)
advertisement xyxy=(711,501,924,631)
ad-subheading: LAND AND FINANCIAL AGENTS, xyxy=(1414,549,1582,561)
column-6 xyxy=(1159,237,1386,1988)
ad-heading: ROSA ALBA xyxy=(545,584,636,602)
advertisement xyxy=(30,686,243,770)
column-7 xyxy=(1386,237,1613,1988)
ad-subheading: (Eye, Ear, Nose and Throat) xyxy=(299,1186,428,1198)
advertisement xyxy=(938,1289,1151,1380)
ad-heading: GOOD LEVEL DAIRY FARM FOR SALE. xyxy=(1619,476,1831,512)
column-header: LAND FOR SALE. xyxy=(1619,237,1832,257)
issue-date: NEW PLYMOUTH SATURDAY, MAY 21, 1921. xyxy=(503,196,1039,222)
feature-line-tagline: THE BEST VALUE STORE IN TARANAKI. xyxy=(1402,1147,1595,1159)
column-header: PUBLIC NOTICES. xyxy=(711,237,924,257)
ad-body: THREE NIGHTS ONLY. JUNE 16, 17 and 18, 1921. NEW PLYMOUTH COURTIERS' COSTUME COMEDY COMPANY. In their Unique Revue xyxy=(484,300,697,336)
ad-subheading: FOR SALE OR EXCHANGE xyxy=(1430,620,1567,632)
ad-body: U.S.S. Buildings (opp. Railway Yards), St. Aubyn Street, NEW PLYMOUTH. xyxy=(1392,916,1605,940)
column-header: AMUSEMENTS. xyxy=(30,237,243,257)
advertisement xyxy=(484,901,697,1017)
column-3 xyxy=(478,237,705,1988)
column-header: LAND FOR SALE. xyxy=(1392,237,1605,257)
advertisement xyxy=(938,1020,1151,1289)
advertisement xyxy=(257,1181,470,1265)
advertisement xyxy=(30,525,243,686)
ad-subheading: TARANAKI A. AND P. SOCIETY. POULTRY SHOW. xyxy=(711,740,924,766)
advertisement xyxy=(711,736,924,853)
ad-body: IS now posting £4 per acre for stumping, and should carry 20 cows when this is completed. Carrying this season 16 cows, 2 horses and 2 calves. Selling as a going concern. xyxy=(1619,514,1832,564)
feature-line-store: The "KASH" xyxy=(1423,1116,1573,1145)
advertisement xyxy=(938,955,1151,1021)
